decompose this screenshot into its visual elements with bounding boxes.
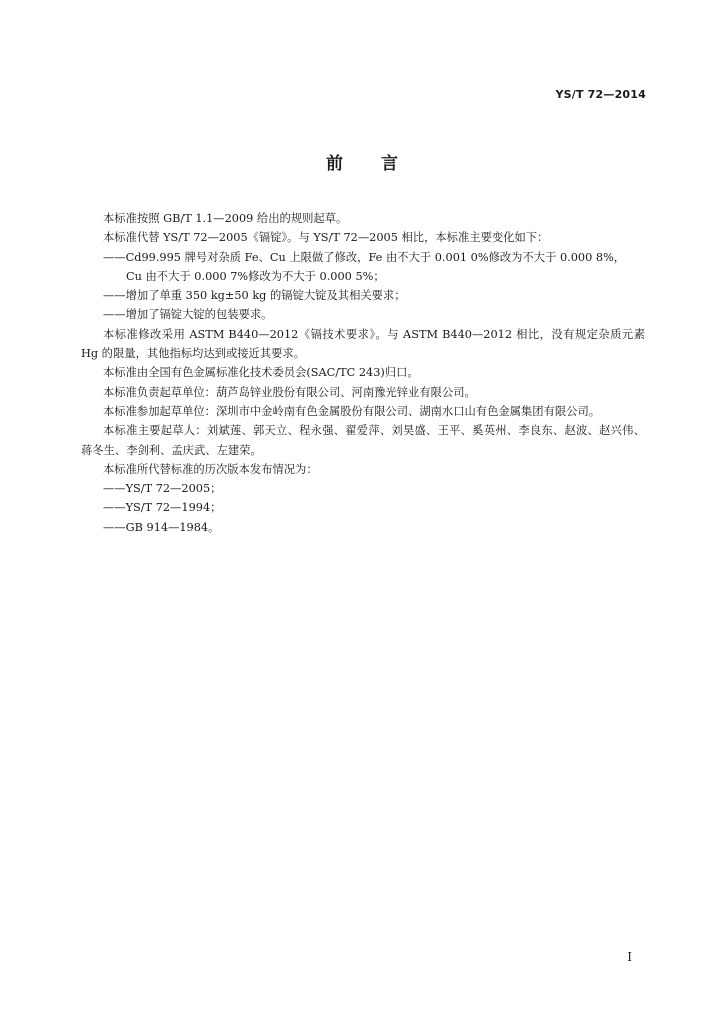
paragraph: 本标准代替 YS/T 72—2005《镉锭》。与 YS/T 72—2005 相比，本标准主要变化如下： xyxy=(103,231,549,245)
foreword-body xyxy=(81,209,645,537)
page-number: I xyxy=(627,950,632,964)
paragraph: 本标准修改采用 ASTM B440—2012《镉技术要求》。与 ASTM B440—2012 相比，没有规定杂质元素 Hg 的限量，其他指标均达到或接近其要求。 xyxy=(81,327,645,361)
page-title: 前言 xyxy=(326,154,436,174)
paragraph: 本标准所代替标准的历次版本发布情况为： xyxy=(103,462,318,476)
list-item: ——YS/T 72—2005； xyxy=(103,482,222,496)
paragraph: 本标准负责起草单位：葫芦岛锌业股份有限公司、河南豫光锌业有限公司。 xyxy=(103,385,476,399)
list-item: ——YS/T 72—1994； xyxy=(103,501,222,515)
paragraph: 本标准按照 GB/T 1.1—2009 给出的规则起草。 xyxy=(103,212,348,225)
list-item-continuation: Cu 由不大于 0.000 7%修改为不大于 0.000 5%； xyxy=(126,269,385,283)
list-item: ——增加了单重 350 kg±50 kg 的镉锭大锭及其相关要求； xyxy=(103,289,406,303)
document-code: YS/T 72—2014 xyxy=(555,88,646,101)
list-item: ——GB 914—1984。 xyxy=(103,520,220,534)
list-item: ——增加了镉锭大锭的包装要求。 xyxy=(103,308,273,322)
paragraph: 本标准主要起草人：刘斌莲、郭天立、程永强、翟爱萍、刘昊盛、王平、奚英州、李良东、赵波、赵兴伟、蒋冬生、李剑利、孟庆武、左建荣。 xyxy=(81,424,645,457)
paragraph: 本标准由全国有色金属标准化技术委员会(SAC/TC 243)归口。 xyxy=(103,366,419,380)
list-item: ——Cd99.995 牌号对杂质 Fe、Cu 上限做了修改，Fe 由不大于 0.001 0%修改为不大于 0.000 8%， xyxy=(103,250,626,264)
paragraph: 本标准参加起草单位：深圳市中金岭南有色金属股份有限公司、湖南水口山有色金属集团有限公司。 xyxy=(103,404,601,418)
